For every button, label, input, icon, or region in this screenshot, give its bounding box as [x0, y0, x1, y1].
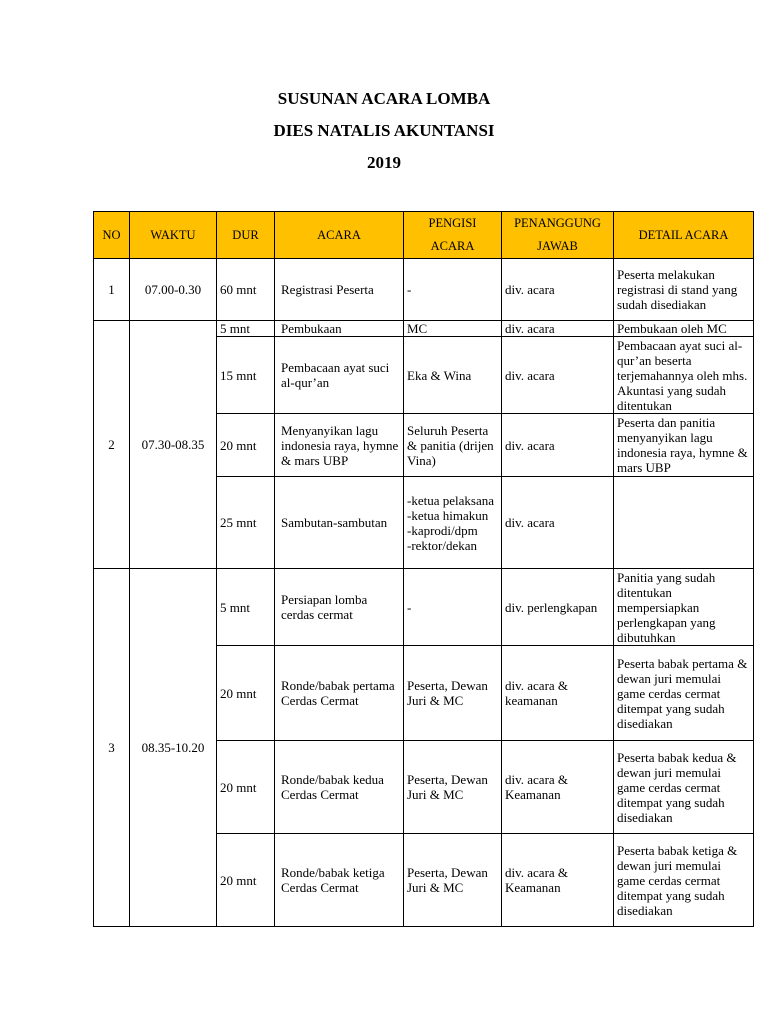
cell-dur: 20 mnt [217, 741, 275, 834]
cell-pengisi: Eka & Wina [404, 337, 502, 414]
cell-penanggung: div. acara & Keamanan [502, 834, 614, 927]
cell-detail: Panitia yang sudah ditentukan mempersiapkan perlengkapan yang dibutuhkan [614, 569, 754, 646]
cell-waktu: 08.35-10.20 [130, 569, 217, 927]
cell-acara: Persiapan lomba cerdas cermat [275, 569, 404, 646]
cell-penanggung: div. perlengkapan [502, 569, 614, 646]
title-line-2: DIES NATALIS AKUNTANSI [273, 121, 495, 140]
cell-detail: Peserta dan panitia menyanyikan lagu indonesia raya, hymne & mars UBP [614, 414, 754, 477]
cell-dur: 5 mnt [217, 321, 275, 337]
cell-pengisi: MC [404, 321, 502, 337]
table-row [94, 321, 754, 337]
cell-penanggung: div. acara [502, 337, 614, 414]
cell-acara: Registrasi Peserta [275, 259, 404, 321]
cell-detail: Pembukaan oleh MC [614, 321, 754, 337]
cell-dur: 60 mnt [217, 259, 275, 321]
cell-acara: Pembacaan ayat suci al-qur’an [275, 337, 404, 414]
cell-penanggung: div. acara [502, 414, 614, 477]
cell-penanggung: div. acara & keamanan [502, 646, 614, 741]
cell-dur: 5 mnt [217, 569, 275, 646]
header-acara: ACARA [275, 212, 404, 259]
cell-detail: Peserta babak kedua & dewan juri memulai game cerdas cermat ditempat yang sudah disediakan [614, 741, 754, 834]
cell-penanggung: div. acara [502, 477, 614, 569]
cell-pengisi: - [404, 569, 502, 646]
header-no: NO [94, 212, 130, 259]
cell-dur: 25 mnt [217, 477, 275, 569]
table-header-row [94, 212, 754, 259]
cell-no: 2 [94, 321, 130, 569]
cell-detail: Peserta melakukan registrasi di stand yang sudah disediakan [614, 259, 754, 321]
cell-acara: Ronde/babak ketiga Cerdas Cermat [275, 834, 404, 927]
table-row [94, 569, 754, 646]
cell-detail: Peserta babak ketiga & dewan juri memulai game cerdas cermat ditempat yang sudah disediakan [614, 834, 754, 927]
header-dur: DUR [217, 212, 275, 259]
cell-acara: Menyanyikan lagu indonesia raya, hymne & mars UBP [275, 414, 404, 477]
cell-dur: 20 mnt [217, 834, 275, 927]
cell-penanggung: div. acara [502, 259, 614, 321]
cell-no: 1 [94, 259, 130, 321]
header-pengisi: PENGISI ACARA [404, 212, 502, 259]
cell-dur: 20 mnt [217, 646, 275, 741]
cell-penanggung: div. acara & Keamanan [502, 741, 614, 834]
cell-acara: Pembukaan [275, 321, 404, 337]
cell-pengisi: Peserta, Dewan Juri & MC [404, 834, 502, 927]
header-waktu: WAKTU [130, 212, 217, 259]
schedule-table [93, 211, 754, 927]
cell-waktu: 07.30-08.35 [130, 321, 217, 569]
title-line-3: 2019 [367, 153, 401, 172]
cell-detail: Pembacaan ayat suci al-qur’an beserta terjemahannya oleh mhs. Akuntasi yang sudah ditentukan [614, 337, 754, 414]
header-detail: DETAIL ACARA [614, 212, 754, 259]
cell-pengisi: Seluruh Peserta & panitia (drijen Vina) [404, 414, 502, 477]
cell-detail [614, 477, 754, 569]
cell-dur: 20 mnt [217, 414, 275, 477]
cell-pengisi: Peserta, Dewan Juri & MC [404, 741, 502, 834]
cell-acara: Ronde/babak pertama Cerdas Cermat [275, 646, 404, 741]
cell-penanggung: div. acara [502, 321, 614, 337]
title-line-1: SUSUNAN ACARA LOMBA [277, 89, 491, 108]
cell-pengisi: Peserta, Dewan Juri & MC [404, 646, 502, 741]
cell-waktu: 07.00-0.30 [130, 259, 217, 321]
cell-no: 3 [94, 569, 130, 927]
cell-dur: 15 mnt [217, 337, 275, 414]
table-row [94, 259, 754, 321]
cell-detail: Peserta babak pertama & dewan juri memulai game cerdas cermat ditempat yang sudah disediakan [614, 646, 754, 741]
header-penanggung: PENANGGUNG JAWAB [502, 212, 614, 259]
cell-acara: Sambutan-sambutan [275, 477, 404, 569]
cell-pengisi: -ketua pelaksana -ketua himakun -kaprodi/dpm -rektor/dekan [404, 477, 502, 569]
cell-pengisi: - [404, 259, 502, 321]
document-title [0, 86, 768, 182]
cell-acara: Ronde/babak kedua Cerdas Cermat [275, 741, 404, 834]
